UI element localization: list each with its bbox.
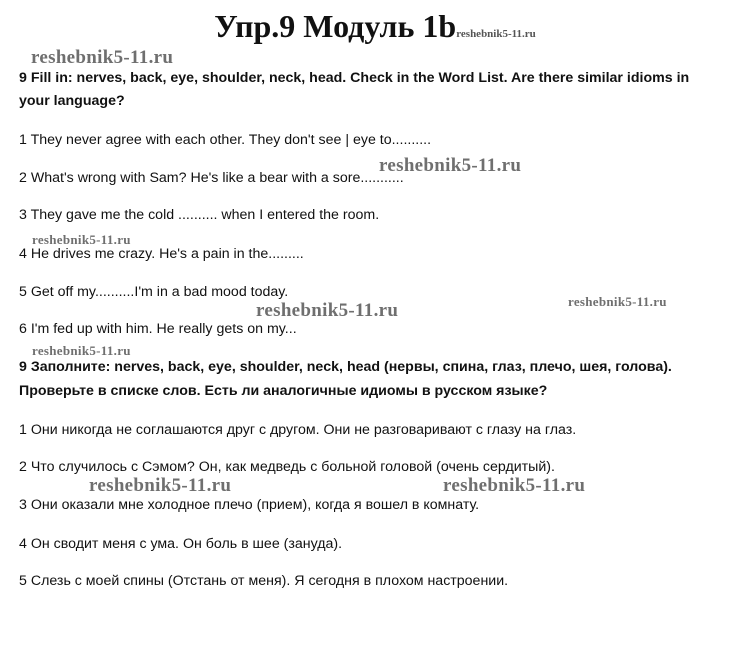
russian-item-2: 2 Что случилось с Сэмом? Он, как медведь с больной головой (очень сердитый). [19,459,555,475]
watermark: reshebnik5-11.ru [32,232,131,247]
watermark: reshebnik5-11.ru [32,343,131,358]
russian-item-4: 4 Он сводит меня с ума. Он боль в шее (зануда). [19,536,343,552]
russian-item-5: 5 Слезь с моей спины (Отстань от меня). Я сегодня в плохом настроении. [19,573,509,589]
english-heading-line-1: 9 Fill in: nerves, back, eye, shoulder, neck, head. Check in the Word List. Are there similar idioms in [19,70,690,86]
english-item-2: 2 What's wrong with Sam? He's like a bear with a sore........... [19,170,404,186]
english-item-4: 4 He drives me crazy. He's a pain in the......... [19,246,304,262]
watermark: reshebnik5-11.ru [568,294,667,309]
english-item-3: 3 They gave me the cold .......... when I entered the room. [19,207,380,223]
russian-item-3: 3 Они оказали мне холодное плечо (прием), когда я вошел в комнату. [19,497,480,513]
page-title [0,8,750,45]
title-text: Упр.9 Модуль 1b [214,8,457,44]
english-item-5: 5 Get off my..........I'm in a bad mood today. [19,284,289,300]
watermark: reshebnik5-11.ru [31,47,174,68]
russian-heading-line-2: Проверьте в списке слов. Есть ли аналогичные идиомы в русском языке? [19,383,548,399]
english-item-6: 6 I'm fed up with him. He really gets on my... [19,321,297,337]
english-heading-line-2: your language? [19,93,125,109]
russian-item-1: 1 Они никогда не соглашаются друг с другом. Они не разговаривают с глазу на глаз. [19,422,577,438]
watermark: reshebnik5-11.ru [256,300,399,321]
watermark: reshebnik5-11.ru [379,155,522,176]
watermark: reshebnik5-11.ru [89,475,232,496]
english-item-1: 1 They never agree with each other. They don't see | eye to.......... [19,132,432,148]
watermark: reshebnik5-11.ru [443,475,586,496]
title-watermark: reshebnik5-11.ru [456,28,536,40]
russian-heading-line-1: 9 Заполните: nerves, back, eye, shoulder, neck, head (нервы, спина, глаз, плечо, шея, голова). [19,359,672,375]
